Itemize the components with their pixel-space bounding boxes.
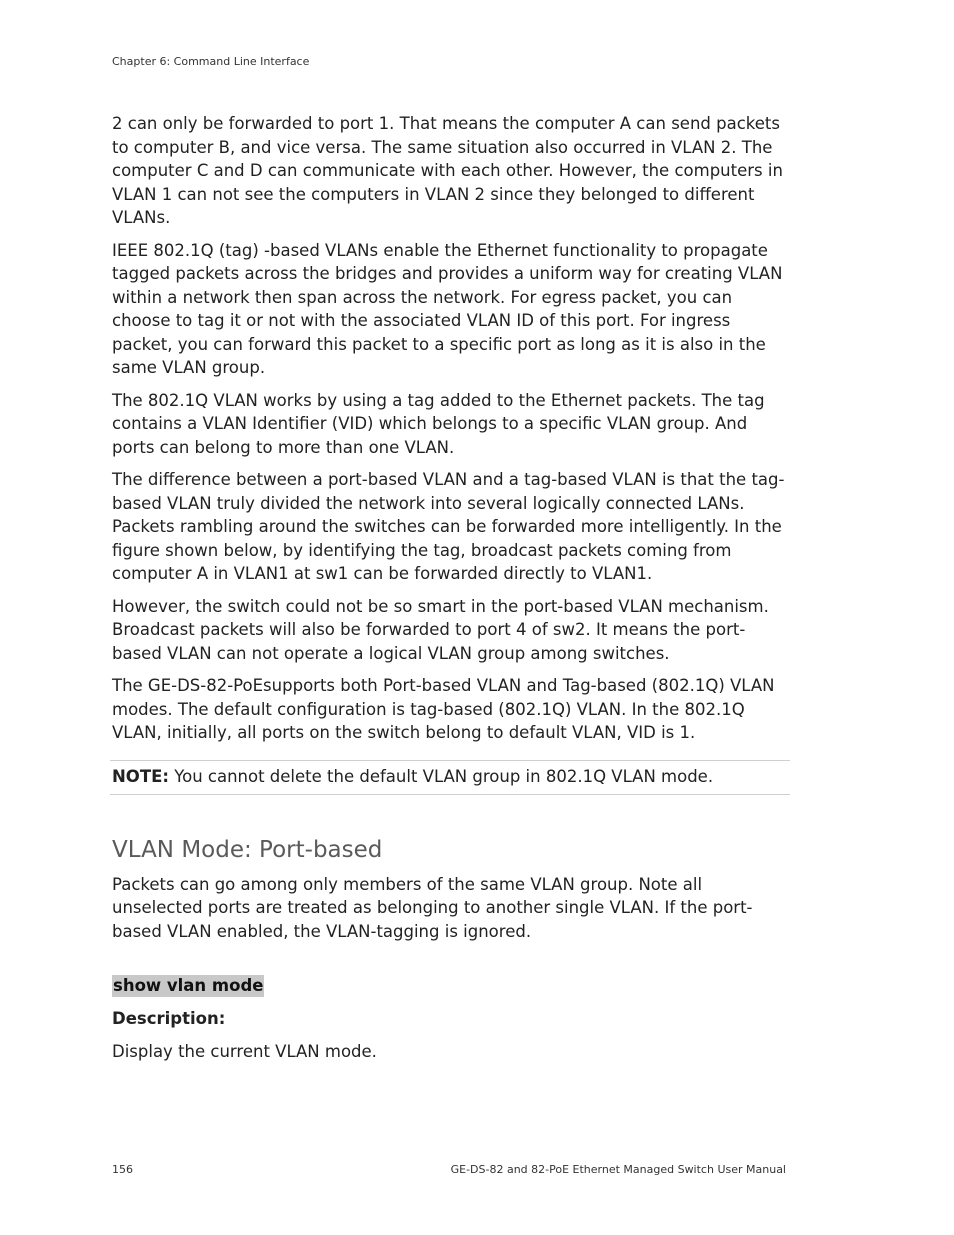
body-paragraph: The GE-DS-82-PoEsupports both Port-based VLAN and Tag-based (802.1Q) VLAN modes. The default configuration is tag-based (802.1Q) VLAN. In the 802.1Q VLAN, initially, all ports on the switch belong to default VLAN, VID is 1. [112,676,775,742]
command-block [112,975,788,1063]
running-header: Chapter 6: Command Line Interface [112,55,310,68]
body-paragraph: The difference between a port-based VLAN and a tag-based VLAN is that the tag-based VLAN truly divided the network into several logically connected LANs. Packets rambling around the switches can be forwarded more intelligently. In the figure shown below, by identifying the tag, broadcast packets coming from computer A in VLAN1 at sw1 can be forwarded directly to VLAN1. [112,470,785,583]
running-footer: GE-DS-82 and 82-PoE Ethernet Managed Switch User Manual [450,1163,786,1176]
note-box [110,760,790,795]
note-label: NOTE: [112,766,169,786]
description-text: Display the current VLAN mode. [112,1042,377,1061]
section-paragraph: Packets can go among only members of the same VLAN group. Note all unselected ports are treated as belonging to another single VLAN. If the port-based VLAN enabled, the VLAN-tagging is ignored. [112,874,753,941]
note-text: You cannot delete the default VLAN group in 802.1Q VLAN mode. [168,766,714,786]
description-label: Description: [112,1009,226,1028]
page-number: 156 [112,1163,133,1176]
command-name: show vlan mode [113,976,264,995]
body-paragraph: IEEE 802.1Q (tag) -based VLANs enable the Ethernet functionality to propagate tagged packets across the bridges and provides a uniform way for creating VLAN within a network then span across the network. For egress packet, you can choose to tag it or not with the associated VLAN ID of this port. For ingress packet, you can forward this packet to a specific port as long as it is also in the same VLAN group. [112,240,783,377]
body-paragraph: The 802.1Q VLAN works by using a tag added to the Ethernet packets. The tag contains a VLAN Identifier (VID) which belongs to a specific VLAN group. And ports can belong to more than one VLAN. [112,390,765,457]
section-heading: VLAN Mode: Port-based [112,836,383,863]
page-content [112,112,788,1063]
body-paragraph: 2 can only be forwarded to port 1. That means the computer A can send packets to computer B, and vice versa. The same situation also occurred in VLAN 2. The computer C and D can communicate with each other. However, the computers in VLAN 1 can not see the computers in VLAN 2 since they belonged to different VLANs. [112,114,783,227]
body-paragraph: However, the switch could not be so smart in the port-based VLAN mechanism. Broadcast packets will also be forwarded to port 4 of sw2. It means the port-based VLAN can not operate a logical VLAN group among switches. [112,596,769,663]
